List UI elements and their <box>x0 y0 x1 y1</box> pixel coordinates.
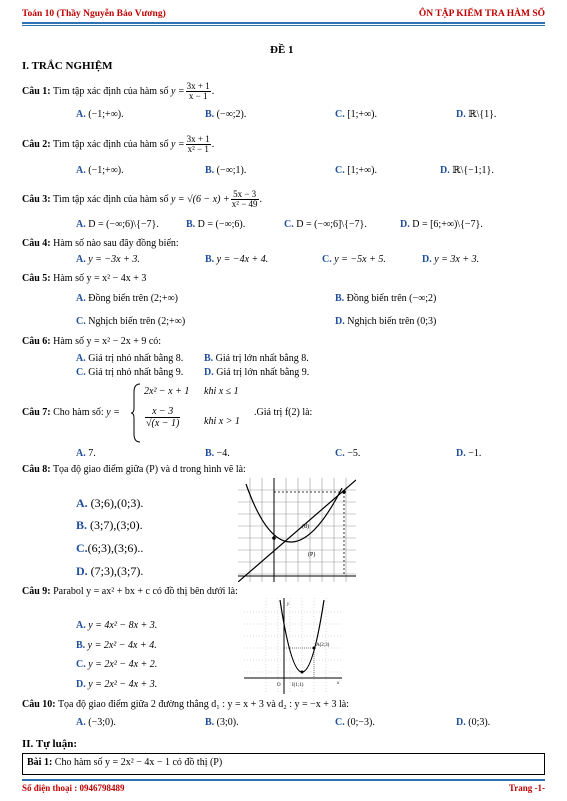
q1-option-c[interactable]: C. [1;+∞). <box>335 109 377 120</box>
q3-option-b[interactable]: B. D = (−∞;6). <box>186 219 246 230</box>
q9-vertex <box>301 671 304 674</box>
q1-option-b[interactable]: B. (−∞;2). <box>205 109 247 120</box>
page-footer <box>22 783 545 797</box>
q7-option-b[interactable]: B. −4. <box>205 448 230 459</box>
q2-option-a[interactable]: A. (−1;+∞). <box>76 165 124 176</box>
piecewise-brace <box>130 382 142 444</box>
exam-title: ĐỀ 1 <box>270 44 294 56</box>
q8-option-b[interactable]: B. (3;7),(3;0). <box>76 518 143 532</box>
q9-option-a[interactable]: A. y = 4x² − 8x + 3. <box>76 620 158 631</box>
question-10: Câu 10: Tọa độ giao điểm giữa 2 đường thẳng d₁ : y = x + 3 và d₂ : y = −x + 3 là: <box>22 699 349 710</box>
q5-option-a[interactable]: A. Đồng biến trên (2;+∞) <box>76 293 178 304</box>
header-course: Toán 10 (Thầy Nguyễn Bảo Vương) <box>22 9 166 19</box>
q10-option-d[interactable]: D. (0;3). <box>456 717 491 728</box>
bai1-text: Bài 1: Cho hàm số y = 2x² − 4x − 1 có đồ thị (P) <box>27 757 223 768</box>
q4-option-a[interactable]: A. y = −3x + 3. <box>76 254 140 265</box>
graph-q8 <box>238 478 356 582</box>
q1-option-d[interactable]: D. ℝ\{1}. <box>456 109 497 120</box>
question-9: Câu 9: Parabol y = ax² + bx + c có đồ thị bên dưới là: <box>22 586 238 597</box>
q6-option-b[interactable]: B. Giá trị lớn nhất bằng 8. <box>204 353 309 364</box>
piecewise-case-1: 2x² − x + 1 <box>144 386 190 397</box>
piecewise-case-2: $\frac{x - 3}{√(x - 1)}$ <box>146 406 180 429</box>
q7-option-a[interactable]: A. 7. <box>76 448 96 459</box>
q1-option-a[interactable]: A. (−1;+∞). <box>76 109 124 120</box>
header-rule <box>22 22 545 24</box>
q10-option-c[interactable]: C. (0;−3). <box>335 717 375 728</box>
question-6: Câu 6: Hàm số y = x² − 2x + 9 có: <box>22 336 162 347</box>
question-8: Câu 8: Tọa độ giao điểm giữa (P) và d trong hình vẽ là: <box>22 464 246 475</box>
section-essay: II. Tự luận: <box>22 738 78 750</box>
piecewise-cond-1: khi x ≤ 1 <box>204 386 239 397</box>
q4-option-c[interactable]: C. y = −5x + 5. <box>322 254 386 265</box>
question-3: Câu 3: Tìm tập xác định của hàm số y = √(6 − x) + $\frac{5x - 3}{\text{x² − 49}}$ . <box>22 189 263 209</box>
q8-option-c[interactable]: C.(6;3),(3;6).. <box>76 541 144 555</box>
q10-option-b[interactable]: B. (3;0). <box>205 717 239 728</box>
question-5: Câu 5: Hàm số y = x² − 4x + 3 <box>22 273 147 284</box>
q8-point-0-3 <box>272 536 276 540</box>
q3-option-d[interactable]: D. D = [6;+∞)\{−7}. <box>400 219 483 230</box>
q9-option-c[interactable]: C. y = 2x² − 4x + 2. <box>76 659 158 670</box>
q4-option-b[interactable]: B. y = −4x + 4. <box>205 254 269 265</box>
q6-option-d[interactable]: D. Giá trị lớn nhất bằng 9. <box>204 367 310 378</box>
q5-option-b[interactable]: B. Đồng biến trên (−∞;2) <box>335 293 437 304</box>
q5-option-c[interactable]: C. Nghịch biến trên (2;+∞) <box>76 316 186 327</box>
q8-option-a[interactable]: A. (3;6),(0;3). <box>76 496 144 510</box>
q8-label-p: (P) <box>308 552 316 558</box>
footer-phone: Số điện thoại : 0946798489 <box>22 783 125 793</box>
question-1: Câu 1: Tìm tập xác định của hàm số y = $\frac{3x + 1}{x - 1}$ . <box>22 81 215 101</box>
q9-label-x: x <box>337 681 340 686</box>
q7-option-c[interactable]: C. −5. <box>335 448 361 459</box>
q9-label-a: A(2;3) <box>316 643 330 648</box>
q7-option-d[interactable]: D. −1. <box>456 448 482 459</box>
footer-rule <box>22 779 545 781</box>
q10-option-a[interactable]: A. (−3;0). <box>76 717 116 728</box>
header-topic: ÔN TẬP KIỂM TRA HÀM SỐ <box>418 9 545 19</box>
q5-option-d[interactable]: D. Nghịch biến trên (0;3) <box>335 316 437 327</box>
q9-label-o: O <box>277 683 281 688</box>
q8-option-d[interactable]: D. (7;3),(3;7). <box>76 564 144 578</box>
q6-option-a[interactable]: A. Giá trị nhỏ nhất bằng 8. <box>76 353 184 364</box>
question-4: Câu 4: Hàm số nào sau đây đồng biến: <box>22 238 179 249</box>
section-multiple-choice: I. TRẮC NGHIỆM <box>22 60 113 72</box>
question-7-tail: .Giá trị f(2) là: <box>254 407 313 418</box>
q2-option-b[interactable]: B. (−∞;1). <box>205 165 247 176</box>
footer-page-number: Trang -1- <box>508 783 545 793</box>
graph-q9 <box>244 598 342 694</box>
q2-option-c[interactable]: C. [1;+∞). <box>335 165 377 176</box>
q6-option-c[interactable]: C. Giá trị nhỏ nhất bằng 9. <box>76 367 184 378</box>
q9-label-vertex: I(1;1) <box>292 683 304 688</box>
q9-option-b[interactable]: B. y = 2x² − 4x + 4. <box>76 640 157 651</box>
q8-label-d: (d) <box>302 524 309 530</box>
q4-option-d[interactable]: D. y = 3x + 3. <box>422 254 480 265</box>
piecewise-cond-2: khi x > 1 <box>204 416 240 427</box>
q3-option-a[interactable]: A. D = (−∞;6)\{−7}. <box>76 219 159 230</box>
question-2: Câu 2: Tìm tập xác định của hàm số y = $\frac{3x + 1}{\text{x² − 1}}$ . <box>22 134 215 154</box>
question-7-label: Câu 7: Cho hàm số: y = <box>22 407 120 418</box>
q3-option-c[interactable]: C. D = (−∞;6]\{−7}. <box>284 219 367 230</box>
q9-option-d[interactable]: D. y = 2x² − 4x + 3. <box>76 679 158 690</box>
q9-label-y: y <box>287 602 290 607</box>
header-rule-thin <box>22 25 545 26</box>
q2-option-d[interactable]: D. ℝ\{−1;1}. <box>440 165 494 176</box>
q8-point-3-6 <box>342 490 346 494</box>
